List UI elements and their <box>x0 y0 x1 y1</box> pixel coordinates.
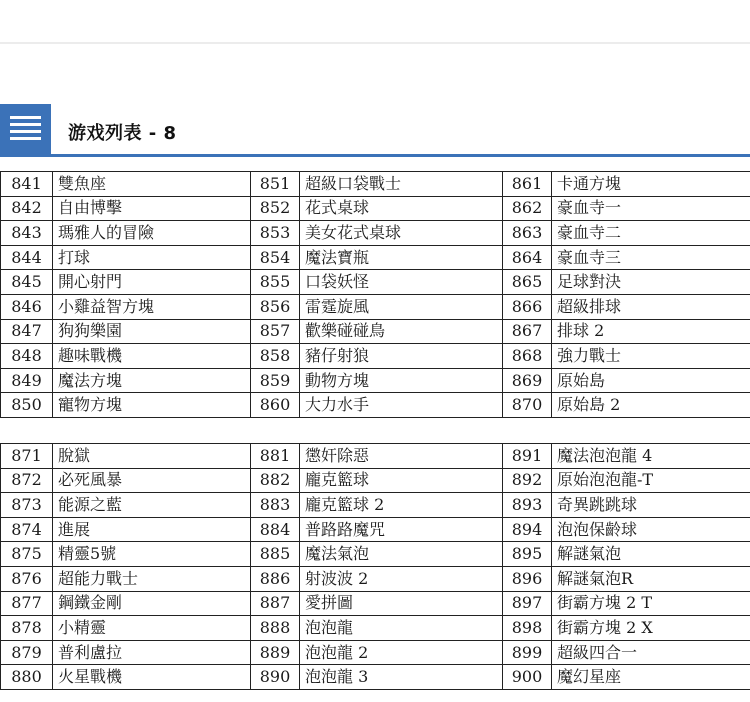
game-number-cell: 886 <box>251 566 300 591</box>
game-number-cell: 865 <box>503 270 552 295</box>
game-number-cell: 882 <box>251 468 300 493</box>
game-name-cell: 龐克籃球 <box>300 468 503 493</box>
game-number-cell: 853 <box>251 221 300 246</box>
game-number-cell: 881 <box>251 444 300 469</box>
game-number-cell: 879 <box>1 640 53 665</box>
game-number-cell: 900 <box>503 665 552 690</box>
game-number-cell: 846 <box>1 294 53 319</box>
game-name-cell: 豬仔射狼 <box>300 344 503 369</box>
game-name-cell: 能源之藍 <box>53 493 251 518</box>
game-name-cell: 開心射門 <box>53 270 251 295</box>
table-row <box>1 294 750 319</box>
table-row <box>1 344 750 369</box>
game-number-cell: 851 <box>251 172 300 197</box>
game-number-cell: 884 <box>251 517 300 542</box>
game-number-cell: 896 <box>503 566 552 591</box>
table-row <box>1 444 750 469</box>
game-number-cell: 871 <box>1 444 53 469</box>
game-number-cell: 857 <box>251 319 300 344</box>
game-number-cell: 855 <box>251 270 300 295</box>
game-number-cell: 893 <box>503 493 552 518</box>
game-number-cell: 891 <box>503 444 552 469</box>
game-number-cell: 859 <box>251 368 300 393</box>
game-name-cell: 懲奸除惡 <box>300 444 503 469</box>
table-row <box>1 221 750 246</box>
game-name-cell: 超能力戰士 <box>53 566 251 591</box>
game-number-cell: 864 <box>503 245 552 270</box>
game-name-cell: 小精靈 <box>53 616 251 641</box>
table-row <box>1 368 750 393</box>
game-number-cell: 874 <box>1 517 53 542</box>
game-number-cell: 849 <box>1 368 53 393</box>
game-name-cell: 精靈5號 <box>53 542 251 567</box>
game-number-cell: 843 <box>1 221 53 246</box>
game-name-cell: 口袋妖怪 <box>300 270 503 295</box>
table-row <box>1 245 750 270</box>
game-number-cell: 844 <box>1 245 53 270</box>
game-number-cell: 875 <box>1 542 53 567</box>
page-title: 游戏列表 - 8 <box>68 123 177 144</box>
game-name-cell: 卡通方塊 <box>552 172 750 197</box>
game-number-cell: 856 <box>251 294 300 319</box>
game-number-cell: 892 <box>503 468 552 493</box>
game-name-cell: 魔法氣泡 <box>300 542 503 567</box>
game-name-cell: 愛拼圖 <box>300 591 503 616</box>
game-name-cell: 解謎氣泡 <box>552 542 750 567</box>
game-number-cell: 848 <box>1 344 53 369</box>
game-name-cell: 必死風暴 <box>53 468 251 493</box>
game-number-cell: 869 <box>503 368 552 393</box>
game-name-cell: 魔法泡泡龍 4 <box>552 444 750 469</box>
game-number-cell: 877 <box>1 591 53 616</box>
game-name-cell: 泡泡保齡球 <box>552 517 750 542</box>
game-name-cell: 雷霆旋風 <box>300 294 503 319</box>
game-name-cell: 龐克籃球 2 <box>300 493 503 518</box>
game-name-cell: 寵物方塊 <box>53 393 251 418</box>
game-number-cell: 898 <box>503 616 552 641</box>
game-number-cell: 870 <box>503 393 552 418</box>
game-name-cell: 大力水手 <box>300 393 503 418</box>
game-name-cell: 泡泡龍 3 <box>300 665 503 690</box>
game-name-cell: 美女花式桌球 <box>300 221 503 246</box>
table-row <box>1 468 750 493</box>
table-row <box>1 665 750 690</box>
table-row <box>1 640 750 665</box>
menu-icon[interactable] <box>0 104 51 154</box>
game-name-cell: 泡泡龍 2 <box>300 640 503 665</box>
game-number-cell: 866 <box>503 294 552 319</box>
game-list-table-2 <box>0 443 750 690</box>
table-row <box>1 566 750 591</box>
game-name-cell: 豪血寺二 <box>552 221 750 246</box>
game-list-table-1 <box>0 171 750 418</box>
game-number-cell: 847 <box>1 319 53 344</box>
section-header <box>0 104 750 157</box>
game-number-cell: 883 <box>251 493 300 518</box>
game-number-cell: 841 <box>1 172 53 197</box>
game-number-cell: 868 <box>503 344 552 369</box>
game-number-cell: 899 <box>503 640 552 665</box>
table-row <box>1 616 750 641</box>
game-name-cell: 原始島 2 <box>552 393 750 418</box>
game-name-cell: 魔幻星座 <box>552 665 750 690</box>
header-underline <box>0 154 750 157</box>
table-row <box>1 517 750 542</box>
game-name-cell: 歡樂碰碰鳥 <box>300 319 503 344</box>
game-name-cell: 強力戰士 <box>552 344 750 369</box>
game-name-cell: 進展 <box>53 517 251 542</box>
game-name-cell: 魔法寶瓶 <box>300 245 503 270</box>
game-number-cell: 873 <box>1 493 53 518</box>
game-name-cell: 脫獄 <box>53 444 251 469</box>
game-number-cell: 863 <box>503 221 552 246</box>
table-row <box>1 493 750 518</box>
game-number-cell: 862 <box>503 196 552 221</box>
game-name-cell: 街霸方塊 2 X <box>552 616 750 641</box>
game-name-cell: 超級四合一 <box>552 640 750 665</box>
game-name-cell: 打球 <box>53 245 251 270</box>
game-number-cell: 867 <box>503 319 552 344</box>
game-name-cell: 原始島 <box>552 368 750 393</box>
table-row <box>1 393 750 418</box>
game-name-cell: 射波波 2 <box>300 566 503 591</box>
game-name-cell: 超級口袋戰士 <box>300 172 503 197</box>
table-row <box>1 319 750 344</box>
game-name-cell: 花式桌球 <box>300 196 503 221</box>
game-number-cell: 888 <box>251 616 300 641</box>
game-number-cell: 858 <box>251 344 300 369</box>
game-number-cell: 894 <box>503 517 552 542</box>
game-name-cell: 超級排球 <box>552 294 750 319</box>
game-name-cell: 足球對決 <box>552 270 750 295</box>
game-name-cell: 豪血寺三 <box>552 245 750 270</box>
game-name-cell: 奇異跳跳球 <box>552 493 750 518</box>
game-name-cell: 豪血寺一 <box>552 196 750 221</box>
game-name-cell: 街霸方塊 2 T <box>552 591 750 616</box>
table-row <box>1 591 750 616</box>
game-number-cell: 889 <box>251 640 300 665</box>
game-name-cell: 瑪雅人的冒險 <box>53 221 251 246</box>
game-number-cell: 842 <box>1 196 53 221</box>
game-name-cell: 火星戰機 <box>53 665 251 690</box>
game-number-cell: 861 <box>503 172 552 197</box>
game-name-cell: 雙魚座 <box>53 172 251 197</box>
game-number-cell: 895 <box>503 542 552 567</box>
game-name-cell: 魔法方塊 <box>53 368 251 393</box>
game-name-cell: 鋼鐵金剛 <box>53 591 251 616</box>
game-name-cell: 狗狗樂園 <box>53 319 251 344</box>
game-number-cell: 872 <box>1 468 53 493</box>
game-number-cell: 854 <box>251 245 300 270</box>
table-row <box>1 542 750 567</box>
game-number-cell: 860 <box>251 393 300 418</box>
top-divider <box>0 42 750 44</box>
game-number-cell: 880 <box>1 665 53 690</box>
game-number-cell: 885 <box>251 542 300 567</box>
game-name-cell: 解謎氣泡R <box>552 566 750 591</box>
game-name-cell: 普利盧拉 <box>53 640 251 665</box>
game-number-cell: 876 <box>1 566 53 591</box>
table-row <box>1 270 750 295</box>
game-name-cell: 自由博擊 <box>53 196 251 221</box>
game-name-cell: 泡泡龍 <box>300 616 503 641</box>
game-number-cell: 878 <box>1 616 53 641</box>
game-number-cell: 850 <box>1 393 53 418</box>
game-name-cell: 動物方塊 <box>300 368 503 393</box>
game-name-cell: 原始泡泡龍-T <box>552 468 750 493</box>
game-name-cell: 排球 2 <box>552 319 750 344</box>
game-number-cell: 897 <box>503 591 552 616</box>
table-row <box>1 172 750 197</box>
game-number-cell: 887 <box>251 591 300 616</box>
game-name-cell: 小雞益智方塊 <box>53 294 251 319</box>
game-number-cell: 890 <box>251 665 300 690</box>
game-name-cell: 普路路魔咒 <box>300 517 503 542</box>
game-number-cell: 845 <box>1 270 53 295</box>
game-number-cell: 852 <box>251 196 300 221</box>
game-name-cell: 趣味戰機 <box>53 344 251 369</box>
table-row <box>1 196 750 221</box>
